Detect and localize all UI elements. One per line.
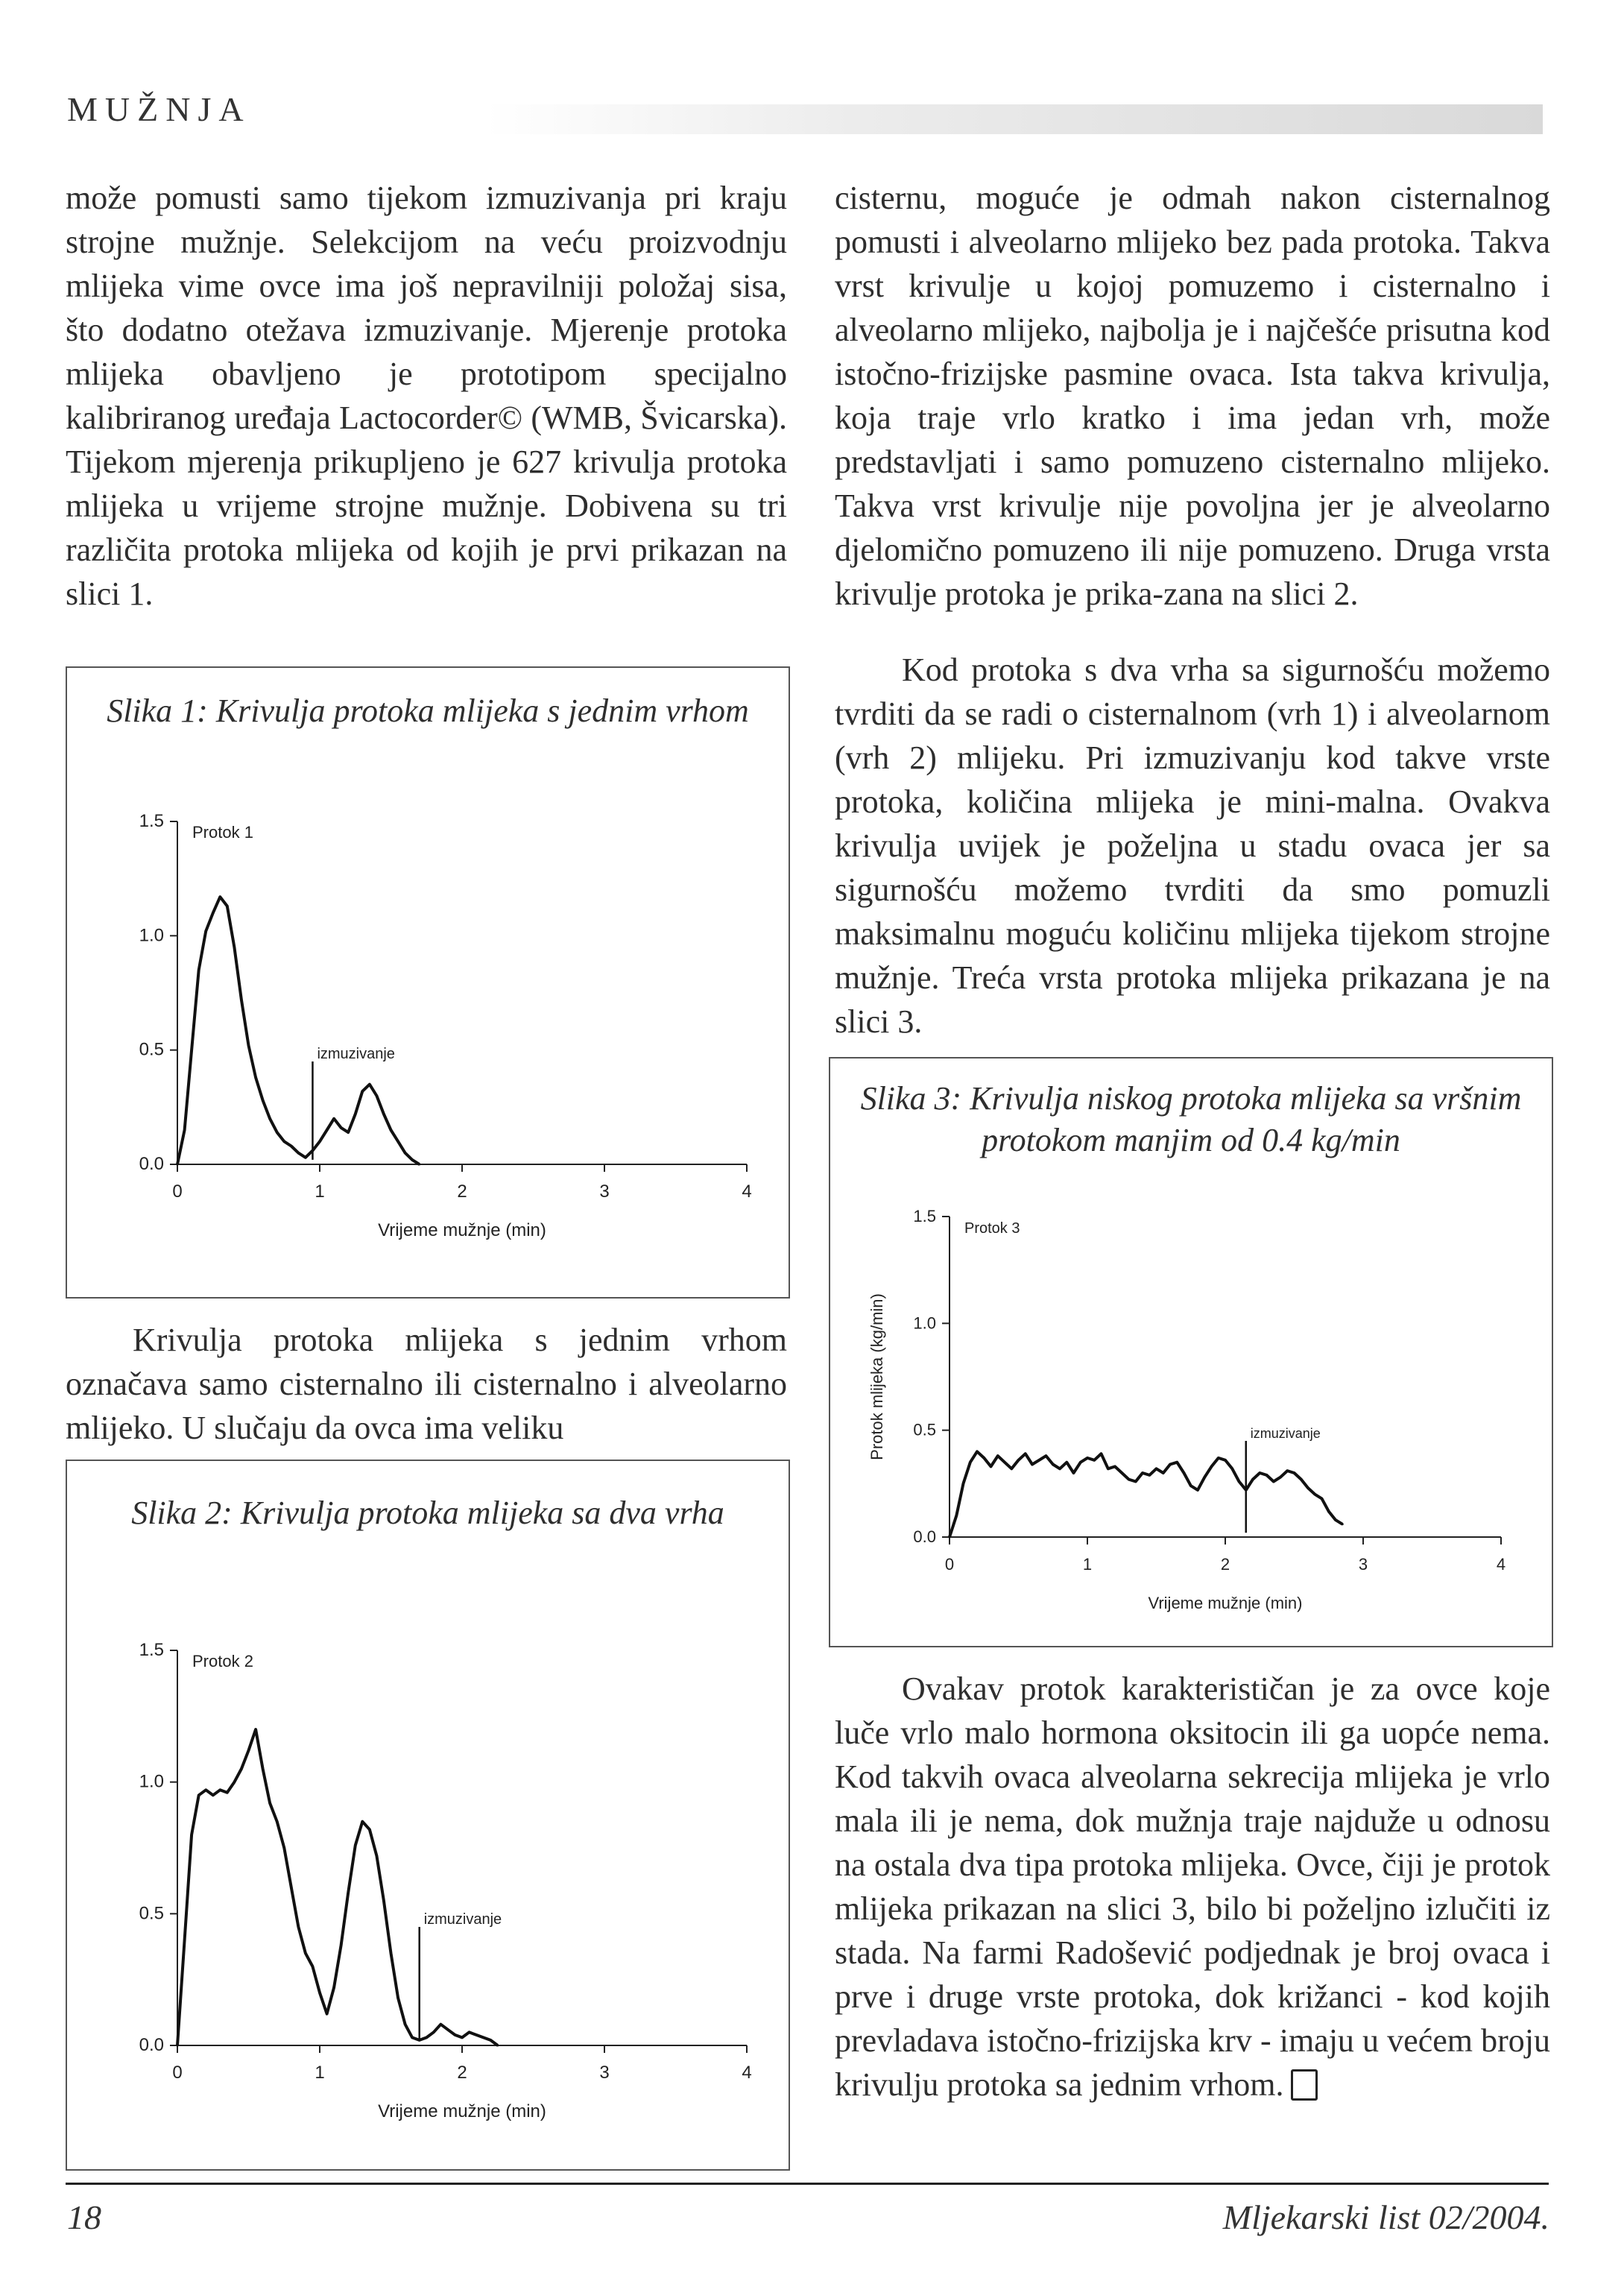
izmuzivanje-label: izmuzivanje — [423, 1911, 502, 1928]
data-point — [312, 1966, 314, 1968]
data-point — [1189, 1485, 1192, 1487]
data-point — [432, 2031, 435, 2034]
data-point — [219, 1789, 221, 1791]
data-point — [1176, 1461, 1178, 1463]
x-tick-label: 1 — [315, 2063, 325, 2083]
header-gradient-bar — [484, 104, 1543, 134]
data-point — [440, 2023, 442, 2025]
data-point — [411, 2036, 414, 2039]
data-point — [326, 2013, 328, 2015]
data-point — [319, 1140, 321, 1143]
data-point — [976, 1451, 979, 1453]
x-tick-label: 4 — [1496, 1555, 1506, 1574]
data-point — [319, 1992, 321, 1994]
data-point — [969, 1461, 971, 1463]
data-point — [183, 1939, 186, 1941]
data-point — [1155, 1468, 1157, 1470]
left-paragraph-2: Krivulja protoka mlijeka s jednim vrhom označava samo cisternalno ili cisternalno i alveolarno mlijeko. U slučaju da ovca ima veliku — [66, 1322, 787, 1446]
data-point — [340, 1944, 342, 1946]
data-point — [183, 1129, 186, 1132]
data-point — [1314, 1493, 1316, 1495]
y-tick-label: 0.0 — [913, 1527, 936, 1546]
data-point — [262, 1768, 264, 1770]
data-point — [1128, 1478, 1130, 1480]
data-point — [1225, 1459, 1227, 1461]
x-tick-label: 0 — [944, 1555, 955, 1574]
data-point — [468, 2031, 470, 2034]
data-point — [361, 1820, 364, 1823]
data-point — [1114, 1465, 1116, 1468]
data-point — [382, 1113, 385, 1115]
data-point — [461, 2036, 464, 2039]
data-point — [333, 1117, 335, 1120]
x-tick-label: 4 — [742, 2063, 752, 2083]
data-point — [1183, 1472, 1185, 1474]
data-point — [1072, 1472, 1075, 1474]
data-point — [297, 1152, 300, 1154]
x-tick-label: 3 — [1358, 1555, 1368, 1574]
data-point — [404, 2023, 406, 2025]
data-point — [983, 1457, 985, 1459]
data-point — [1286, 1470, 1289, 1472]
data-point — [454, 2034, 456, 2036]
y-tick-label: 1.0 — [139, 925, 164, 946]
data-point — [962, 1483, 964, 1485]
data-point — [276, 1132, 278, 1134]
data-point — [990, 1465, 992, 1468]
izmuzivanje-label: izmuzivanje — [1250, 1426, 1321, 1441]
data-point — [205, 930, 207, 933]
data-point — [347, 1132, 350, 1134]
y-tick-label: 1.0 — [139, 1771, 164, 1792]
data-point — [1017, 1459, 1020, 1461]
y-tick-label: 1.5 — [913, 1207, 936, 1225]
x-tick-label: 2 — [457, 2063, 467, 2083]
data-point — [1100, 1453, 1102, 1455]
data-point — [368, 1083, 370, 1085]
data-point — [376, 1095, 378, 1097]
flow-curve — [177, 1729, 498, 2045]
data-point — [283, 1847, 285, 1849]
journal-name: Mljekarski list 02/2004. — [1222, 2198, 1549, 2236]
x-axis-label: Vrijeme mužnje (min) — [378, 1220, 546, 1240]
flow-curve — [950, 1451, 1342, 1537]
figure-3 — [829, 1057, 1553, 1647]
data-point — [354, 1844, 356, 1846]
x-tick-label: 2 — [1220, 1555, 1230, 1574]
data-point — [955, 1515, 958, 1517]
data-point — [1293, 1472, 1295, 1474]
data-point — [1335, 1519, 1337, 1521]
data-point — [1059, 1468, 1061, 1470]
footer-rule — [66, 2183, 1549, 2185]
data-point — [1134, 1480, 1137, 1483]
data-point — [949, 1536, 951, 1539]
data-point — [177, 2045, 179, 2047]
data-point — [1272, 1480, 1274, 1483]
data-point — [283, 1140, 285, 1143]
x-tick-label: 1 — [315, 1181, 325, 1202]
x-axis-label: Vrijeme mužnje (min) — [378, 2101, 546, 2121]
data-point — [1142, 1472, 1144, 1474]
data-point — [255, 1076, 257, 1079]
data-point — [397, 1997, 399, 1999]
y-tick-label: 1.0 — [913, 1313, 936, 1333]
series-title: Protok 2 — [192, 1652, 253, 1670]
data-point — [333, 1987, 335, 1989]
data-point — [240, 999, 242, 1001]
figure-2-caption: Slika 2: Krivulja protoka mlijeka sa dva vrha — [131, 1495, 724, 1531]
y-tick-label: 0.0 — [139, 2035, 164, 2055]
left-paragraph-1: može pomusti samo tijekom izmuzivanja pri kraju strojne mužnje. Selekcijom na veću proizvodnju mlijeka vime ovce ima još nepravilniji položaj sisa, što dodatno otežava izmuzivanje. Mjerenje protoka mlijeka obavljeno je prototipom specijalno kalibriranog uređaja Lactocorder© (WMB, Švicarska). Tijekom mjerenja prikupljeno je 627 krivulja protoka mlijeka u vrijeme strojne mužnje. Dobivena su tri različita protoka mlijeka od kojih je prvi prikazan na slici 1. — [66, 180, 787, 612]
figure-1 — [66, 666, 790, 1299]
data-point — [262, 1099, 264, 1102]
data-point — [276, 1820, 278, 1823]
x-tick-label: 0 — [172, 1181, 183, 1202]
x-tick-label: 0 — [172, 2063, 183, 2083]
data-point — [426, 2036, 428, 2039]
data-point — [1231, 1468, 1233, 1470]
data-point — [340, 1126, 342, 1129]
data-point — [390, 1129, 392, 1132]
data-point — [397, 1140, 399, 1143]
right-paragraph-3 — [835, 1667, 1550, 2107]
y-tick-label: 0.5 — [913, 1420, 936, 1439]
figure-1-caption: Slika 1: Krivulja protoka mlijeka s jednim vrhom — [107, 692, 749, 729]
data-point — [361, 1090, 364, 1092]
data-point — [1024, 1453, 1026, 1455]
y-tick-label: 0.5 — [139, 1903, 164, 1924]
data-point — [496, 2045, 499, 2047]
data-point — [191, 1049, 193, 1051]
data-point — [326, 1129, 328, 1132]
right-paragraph-2: Kod protoka s dva vrha sa sigurnošću možemo tvrditi da se radi o cisternalnom (vrh 1) i alveolarnom (vrh 2) mlijeku. Pri izmuzivanju kod takve vrste protoka, količina mlijeka je mini-malna. Ovakva krivulja uvijek je poželjna u stadu ovaca jer sa sigurnošću možemo tvrditi da smo pomuzli maksimalnu moguću količinu mlijeka tijekom strojne mužnje. Treća vrsta protoka mlijeka prikazana je na slici 3. — [835, 651, 1550, 1040]
data-point — [1107, 1468, 1109, 1470]
data-point — [1038, 1459, 1040, 1461]
data-point — [1280, 1476, 1282, 1478]
data-point — [1052, 1463, 1054, 1465]
data-point — [255, 1729, 257, 1731]
data-point — [1066, 1461, 1068, 1463]
data-point — [247, 1044, 250, 1047]
data-point — [1266, 1474, 1268, 1476]
flow-curve — [177, 897, 420, 1164]
data-point — [1031, 1463, 1034, 1465]
data-point — [1204, 1476, 1206, 1478]
data-point — [490, 2039, 492, 2041]
data-point — [290, 1145, 292, 1147]
data-point — [354, 1113, 356, 1115]
data-point — [382, 1899, 385, 1902]
izmuzivanje-label: izmuzivanje — [317, 1046, 395, 1062]
data-point — [1238, 1480, 1240, 1483]
data-point — [376, 1855, 378, 1857]
x-tick-label: 2 — [457, 1181, 467, 1202]
data-point — [1342, 1523, 1344, 1525]
data-point — [233, 946, 236, 948]
x-axis-label: Vrijeme mužnje (min) — [1148, 1594, 1303, 1612]
data-point — [418, 1164, 420, 1166]
data-point — [198, 1794, 200, 1796]
data-point — [304, 1952, 306, 1954]
data-point — [297, 1926, 300, 1928]
data-point — [482, 2036, 484, 2039]
data-point — [1087, 1457, 1089, 1459]
data-point — [390, 1952, 392, 1954]
y-tick-label: 1.5 — [139, 811, 164, 831]
data-point — [404, 1152, 406, 1154]
data-point — [205, 1789, 207, 1791]
figure-2 — [66, 1460, 790, 2171]
data-point — [1327, 1510, 1330, 1512]
data-point — [1149, 1474, 1151, 1476]
data-point — [240, 1768, 242, 1770]
y-tick-label: 0.0 — [139, 1154, 164, 1174]
data-point — [177, 1164, 179, 1166]
figure-3-caption: Slika 3: Krivulja niskog protoka mlijeka sa vršnim protokom manjim od 0.4 kg/min — [860, 1080, 1522, 1158]
data-point — [475, 2034, 478, 2036]
y-axis-label: Protok mlijeka (kg/min) — [868, 1293, 886, 1460]
data-point — [1093, 1459, 1096, 1461]
page-number: 18 — [67, 2198, 101, 2236]
data-point — [1210, 1465, 1213, 1468]
data-point — [1162, 1472, 1164, 1474]
data-point — [269, 1802, 271, 1804]
data-point — [191, 1834, 193, 1836]
x-tick-label: 4 — [742, 1181, 752, 1202]
x-tick-label: 3 — [599, 1181, 610, 1202]
y-tick-label: 1.5 — [139, 1640, 164, 1660]
data-point — [1259, 1472, 1261, 1474]
data-point — [304, 1156, 306, 1158]
data-point — [226, 905, 228, 907]
data-point — [368, 1829, 370, 1831]
data-point — [290, 1887, 292, 1889]
right-paragraph-3-text: Ovakav protok karakterističan je za ovce koje luče vrlo malo hormona oksitocin ili ga uopće nema. Kod takvih ovaca alveolarna sekrecija mlijeka je vrlo mala ili je nema, dok mužnja traje najduže u odnosu na ostala dva tipa protoka mlijeka. Ovce, čiji je protok mlijeka prikazan na slici 3, bilo bi poželjno izlučiti iz stada. Na farmi Radošević podjednak je broj ovaca i prve i druge vrste protoka, dok križanci - kod kojih prevladava istočno-frizijska krv - imaju u većem broju krivulju protoka sa jednim vrhom. — [835, 1670, 1550, 2103]
data-point — [411, 1158, 414, 1161]
x-tick-label: 3 — [599, 2063, 610, 2083]
figure-1-chart — [67, 780, 789, 1294]
series-title: Protok 3 — [964, 1220, 1020, 1237]
data-point — [219, 896, 221, 898]
y-tick-label: 0.5 — [139, 1039, 164, 1060]
data-point — [212, 1794, 214, 1796]
data-point — [269, 1117, 271, 1120]
data-point — [1307, 1487, 1309, 1489]
figure-2-chart — [67, 1588, 789, 2154]
data-point — [212, 912, 214, 914]
data-point — [1121, 1472, 1123, 1474]
data-point — [996, 1455, 999, 1457]
data-point — [1045, 1455, 1047, 1457]
data-point — [1004, 1461, 1006, 1463]
data-point — [1321, 1498, 1323, 1500]
data-point — [1197, 1489, 1199, 1491]
series-title: Protok 1 — [192, 823, 253, 842]
data-point — [347, 1892, 350, 1894]
end-of-article-icon — [1291, 2069, 1318, 2101]
data-point — [233, 1781, 236, 1783]
data-point — [1011, 1468, 1013, 1470]
data-point — [1217, 1457, 1219, 1459]
figure-3-chart — [830, 1178, 1552, 1640]
data-point — [446, 2028, 449, 2031]
right-paragraph-1: cisternu, moguće je odmah nakon cisternalnog pomusti i alveolarno mlijeko bez pada protoka. Takva vrst krivulje u kojoj pomuzemo i cisternalno i alveolarno mlijeko, najbolja je i najčešće prisutna kod istočno-frizijske pasmine ovaca. Ista takva krivulja, koja traje vrlo kratko i ima jedan vrh, može predstavljati i samo pomuzeno cisternalno mlijeko. Takva vrst krivulje nije povoljna jer je alveolarno djelomično pomuzeno ili nije pomuzeno. Druga vrsta krivulje protoka je prika-zana na slici 2. — [835, 180, 1550, 612]
data-point — [226, 1791, 228, 1793]
data-point — [247, 1749, 250, 1752]
section-title: MUŽNJA — [67, 90, 251, 128]
data-point — [1169, 1463, 1172, 1465]
data-point — [1300, 1478, 1302, 1480]
data-point — [1079, 1461, 1081, 1463]
x-tick-label: 1 — [1082, 1555, 1093, 1574]
data-point — [198, 969, 200, 971]
data-point — [1252, 1478, 1254, 1480]
